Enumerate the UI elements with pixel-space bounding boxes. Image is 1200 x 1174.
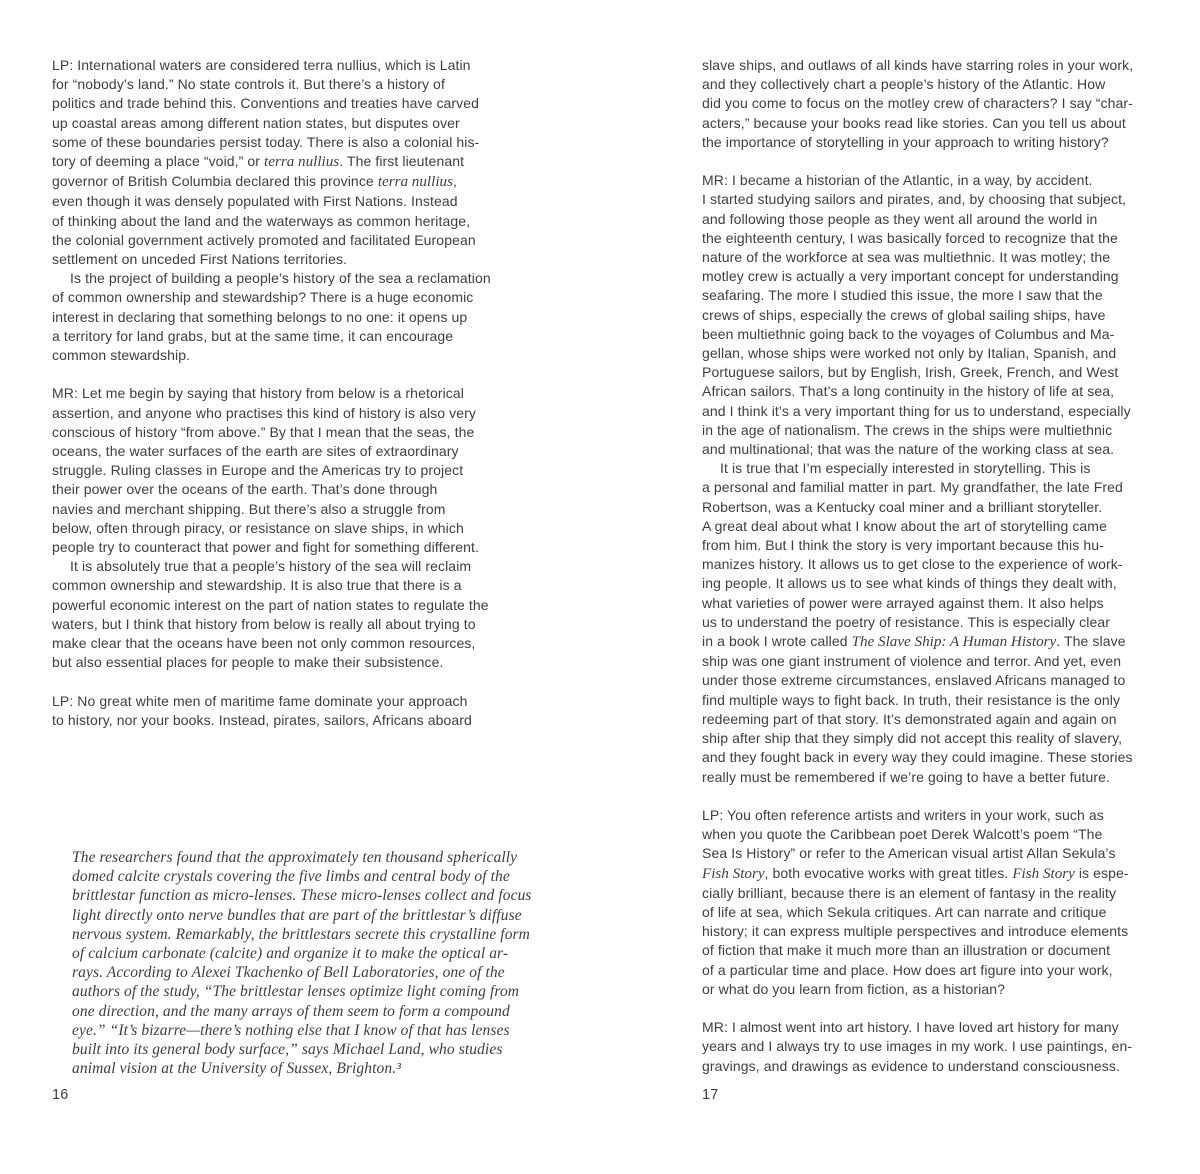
paragraph: The researchers found that the approximately ten thousand spherically domed calcite crystals covering the five limbs and central body of the brittlestar function as micro-lenses. These micro-lenses collect and focus light directly onto nerve bundles that are part of the brittlestar’s diffuse nervous system. Remarkably, the brittlestars secrete this crystalline form of calcium carbonate (calcite) and organize it to make the optical ar- rays. According to Alexei Tkachenko of Bell Laboratories, one of the authors of the study, “The brittlestar lenses optimize light coming from one direction, and the many arrays of them seem to form a compound eye.” “It’s bizarre—there’s nothing else that I know of that has lenses built into its general body surface,” says Michael Land, who studies animal vision at the University of Sussex, Brighton.³ (72, 849, 532, 1078)
paragraph: MR: Let me begin by saying that history from below is a rhetorical assertion, and anyone who practises this kind of history is also very conscious of history “from above.” By that I mean that the seas, the oceans, the water surfaces of the earth are sites of extraordinary struggle. Ruling classes in Europe and the Americas try to project their power over the oceans of the earth. That’s done through navies and merchant shipping. But there’s also a struggle from below, often through piracy, or resistance on slave ships, in which people try to counteract that power and fight for something different. (52, 385, 479, 556)
paragraph: slave ships, and outlaws of all kinds have starring roles in your work, and they collectively chart a people’s history of the Atlantic. How did you come to focus on the motley crew of characters? I say “char- acters,” because your books read like stories. Can you tell us about the importance of storytelling in your approach to writing history? (702, 57, 1134, 150)
paragraph: MR: I became a historian of the Atlantic, in a way, by accident. I started studying sailors and pirates, and, by choosing that subject, and following those people as they went all around the world in the eighteenth century, I was basically forced to recognize that the nature of the workforce at sea was multiethnic. It was motley; the motley crew is actually a very important concept for understanding seafaring. The more I studied this issue, the more I saw that the crews of ships, especially the crews of global sailing ships, have been multiethnic going back to the voyages of Columbus and Ma- gellan, whose ships were worked not only by Italian, Spanish, and Portuguese sailors, but by English, Irish, Greek, French, and West African sailors. That’s a long continuity in the history of life at sea, and I think it’s a very important thing for us to understand, especially in the age of nationalism. The crews in the ships were multiethnic and multinational; that was the nature of the working class at sea. (702, 172, 1131, 458)
left-page-text-column (52, 56, 524, 730)
brittlestar-block-quote (72, 848, 532, 1078)
page-number-left: 16 (52, 1087, 69, 1103)
paragraph: LP: You often reference artists and writers in your work, such as when you quote the Caribbean poet Derek Walcott’s poem “The Sea Is History” or refer to the American visual artist Allan Sekula’s Fish Story, both evocative works with great titles. Fish Story is espe- cially brilliant, because there is an element of fantasy in the reality of life at sea, which Sekula critiques. Art can narrate and critique history; it can express multiple perspectives and introduce elements of fiction that make it much more than an illustration or document of a particular time and place. How does art figure into your work, or what do you learn from fiction, as a historian? (702, 806, 1129, 997)
paragraph: MR: I almost went into art history. I have loved art history for many years and I always try to use images in my work. I use paintings, en- gravings, and drawings as evidence to understand consciousness. (702, 1019, 1133, 1074)
paragraph: It is absolutely true that a people’s history of the sea will reclaim common ownership and stewardship. It is also true that there is a powerful economic interest on the part of nation states to regulate the waters, but I think that history from below is really all about trying to make clear that the oceans have been not only common resources, but also essential places for people to make their subsistence. (52, 558, 489, 671)
right-page-text-column (702, 56, 1174, 1076)
paragraph: Is the project of building a people’s history of the sea a reclamation of common ownership and stewardship? There is a huge economic interest in declaring that something belongs to no one: it opens up a territory for land grabs, but at the same time, it can encourage common stewardship. (52, 270, 491, 364)
page-number-right: 17 (702, 1087, 719, 1103)
paragraph: LP: No great white men of maritime fame dominate your approach to history, nor your books. Instead, pirates, sailors, Africans aboard (52, 692, 472, 728)
paragraph: LP: International waters are considered terra nullius, which is Latin for “nobody’s land.” No state controls it. But there’s a history of politics and trade behind this. Conventions and treaties have carved up coastal areas among different nation states, but disputes over some of these boundaries persist today. There is also a colonial his- tory of deeming a place “void,” or terra nullius. The first lieutenant governor of British Columbia declared this province terra nullius, even though it was densely populated with First Nations. Instead of thinking about the land and the waterways as common heritage, the colonial government actively promoted and facilitated European settlement on unceded First Nations territories. (52, 57, 480, 268)
paragraph: It is true that I’m especially interested in storytelling. This is a personal and familial matter in part. My grandfather, the late Fred Robertson, was a Kentucky coal miner and a brilliant storyteller. A great deal about what I know about the art of storytelling came from him. But I think the story is very important because this hu- manizes history. It allows us to get close to the experience of work- ing people. It allows us to see what kinds of things they dealt with, what varieties of power were arrayed against them. It also helps us to understand the poetry of resistance. This is especially clear in a book I wrote called The Slave Ship: A Human History. The slave ship was one giant instrument of violence and terror. And yet, even under those extreme circumstances, enslaved Africans managed to find multiple ways to fight back. In truth, their resistance is the only redeeming part of that story. It’s demonstrated again and again on ship after ship that they simply did not accept this reality of slavery, and they fought back in every way they could imagine. These stories really must be remembered if we’re going to have a better future. (702, 460, 1133, 785)
